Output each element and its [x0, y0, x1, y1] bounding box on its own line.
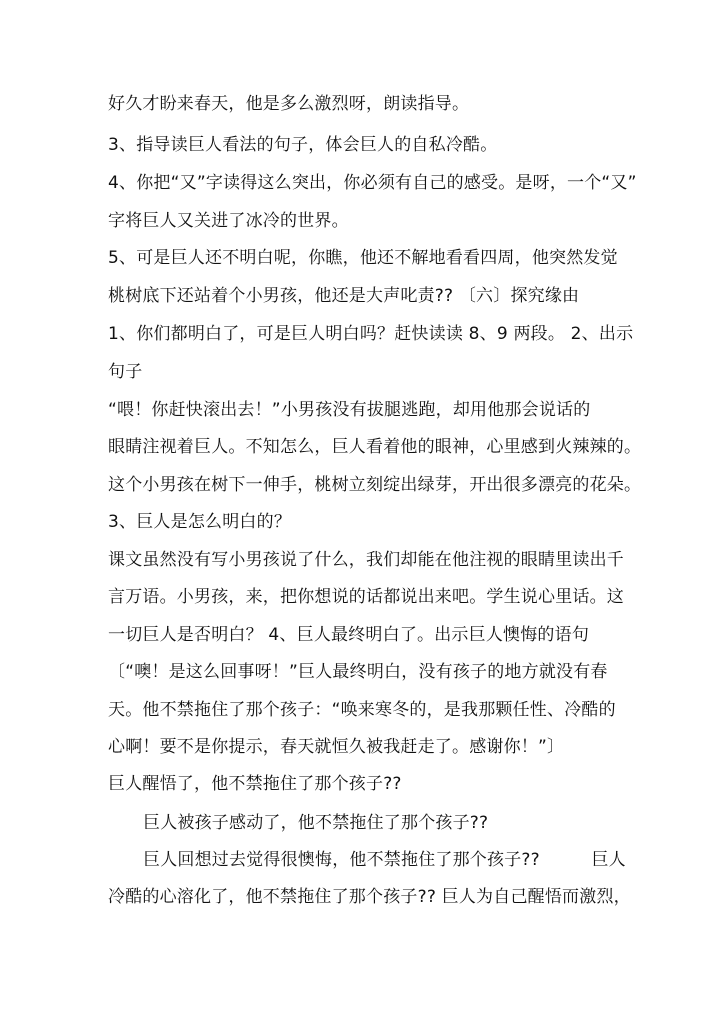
- text-line: 冷酷的心溶化了，他不禁拖住了那个孩子?? 巨人为自己醒悟而激烈，: [108, 887, 631, 907]
- text-line: 3、指导读巨人看法的句子，体会巨人的自私冷酷。: [108, 135, 498, 155]
- text-line: 4、你把“又”字读得这么突出，你必须有自己的感受。是呀，一个“又”: [108, 173, 637, 193]
- text-line: 一切巨人是否明白？ 4、巨人最终明白了。出示巨人懊悔的语句: [108, 625, 590, 645]
- text-line: 课文虽然没有写小男孩说了什么，我们却能在他注视的眼睛里读出千: [108, 550, 624, 570]
- text-line: 桃树底下还站着个小男孩，他还是大声叱责?? 〔六〕探究缘由: [108, 286, 580, 306]
- text-line: 天。他不禁拖住了那个孩子：“唤来寒冬的，是我那颗任性、冷酷的: [108, 700, 616, 720]
- text-line: 巨人被孩子感动了，他不禁拖住了那个孩子??: [143, 813, 489, 833]
- text-line: 5、可是巨人还不明白呢，你瞧，他还不解地看看四周，他突然发觉: [108, 248, 618, 268]
- text-line: 〔“噢！是这么回事呀！”巨人最终明白，没有孩子的地方就没有春: [108, 662, 608, 682]
- text-line: 这个小男孩在树下一伸手，桃树立刻绽出绿芽，开出很多漂亮的花朵。: [108, 475, 642, 495]
- text-line: 心啊！要不是你提示，春天就恒久被我赶走了。感谢你！”〕: [108, 737, 565, 757]
- text-line: 巨人回想过去觉得很懊悔，他不禁拖住了那个孩子?? 巨人: [143, 850, 626, 870]
- text-line: 1、你们都明白了，可是巨人明白吗？赶快读读 8、9 两段。 2、出示: [108, 324, 634, 344]
- text-line: 句子: [108, 362, 143, 382]
- text-line: “喂！你赶快滚出去！”小男孩没有拔腿逃跑，却用他那会说话的: [108, 400, 591, 420]
- text-line: 好久才盼来春天，他是多么激烈呀，朗读指导。: [108, 94, 470, 114]
- text-line: 言万语。小男孩，来，把你想说的话都说出来吧。学生说心里话。这: [108, 587, 624, 607]
- text-line: 眼睛注视着巨人。不知怎么，巨人看着他的眼神，心里感到火辣辣的。: [108, 437, 642, 457]
- text-line: 巨人醒悟了，他不禁拖住了那个孩子??: [108, 774, 402, 794]
- text-line: 3、巨人是怎么明白的？: [108, 512, 292, 532]
- text-line: 字将巨人又关进了冰冷的世界。: [108, 211, 349, 231]
